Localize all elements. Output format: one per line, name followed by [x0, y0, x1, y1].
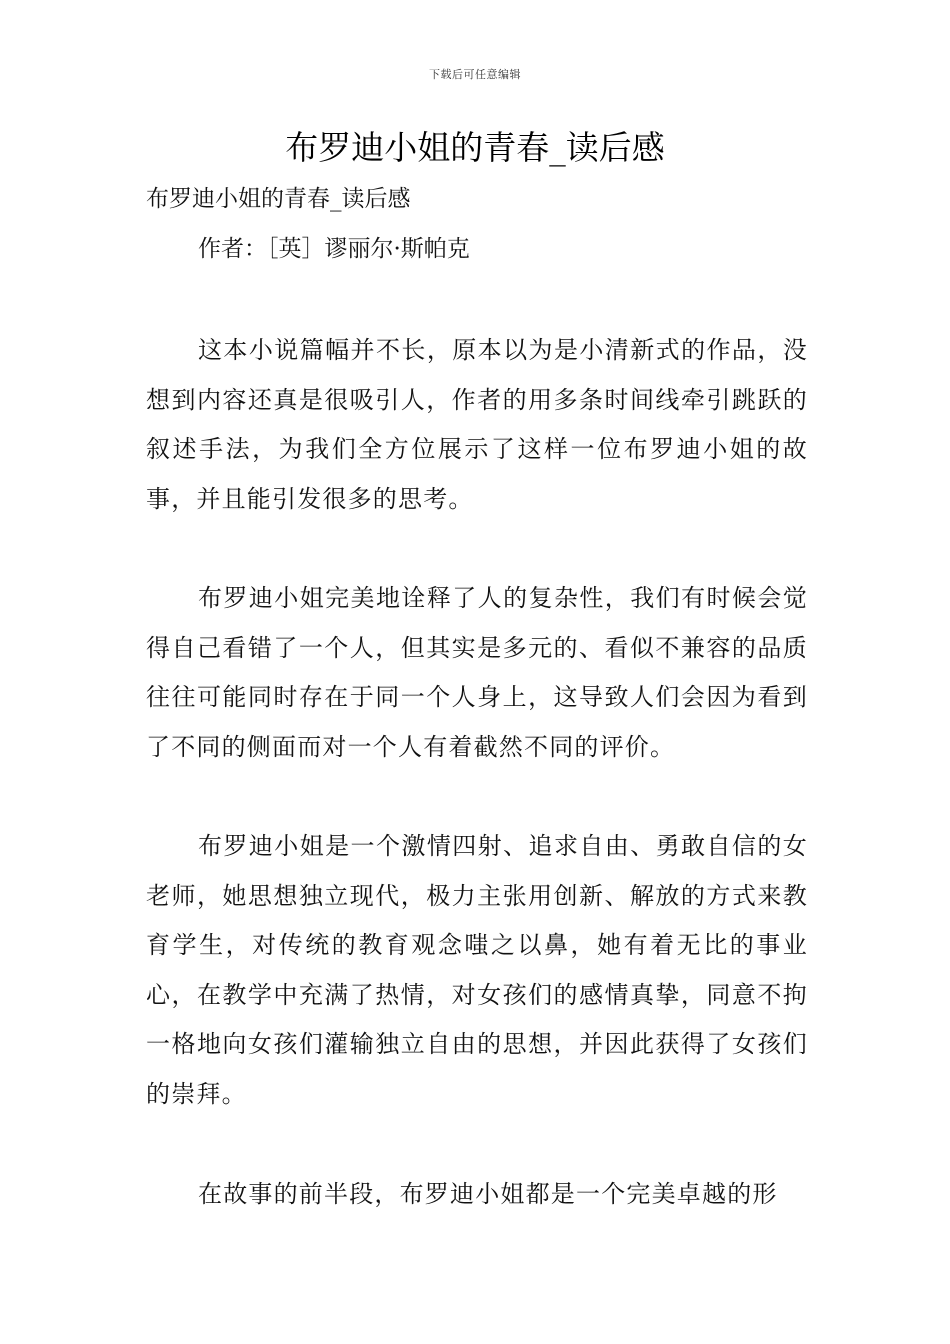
body-paragraph-4: 在故事的前半段，布罗迪小姐都是一个完美卓越的形 — [198, 1180, 778, 1208]
author-line: 作者：［英］谬丽尔·斯帕克 — [198, 236, 470, 262]
header-note: 下载后可任意编辑 — [429, 68, 521, 81]
body-paragraph-3: 布罗迪小姐是一个激情四射、追求自由、勇敢自信的女老师，她思想独立现代，极力主张用创新、解放的方式来教育学生，对传统的教育观念嗤之以鼻，她有着无比的事业心，在教学中充满了热情，对女孩们的感情真挚，同意不拘一格地向女孩们灌输独立自由的思想，并因此获得了女孩们的崇拜。 — [146, 832, 808, 1108]
document-title: 布罗迪小姐的青春_读后感 — [285, 128, 665, 167]
body-paragraph-2: 布罗迪小姐完美地诠释了人的复杂性，我们有时候会觉得自己看错了一个人，但其实是多元的、看似不兼容的品质往往可能同时存在于同一个人身上，这导致人们会因为看到了不同的侧面而对一个人有着截然不同的评价。 — [146, 584, 808, 761]
document-subtitle: 布罗迪小姐的青春_读后感 — [146, 186, 411, 212]
body-paragraph-1: 这本小说篇幅并不长，原本以为是小清新式的作品，没想到内容还真是很吸引人，作者的用多条时间线牵引跳跃的叙述手法，为我们全方位展示了这样一位布罗迪小姐的故事，并且能引发很多的思考。 — [146, 336, 808, 513]
